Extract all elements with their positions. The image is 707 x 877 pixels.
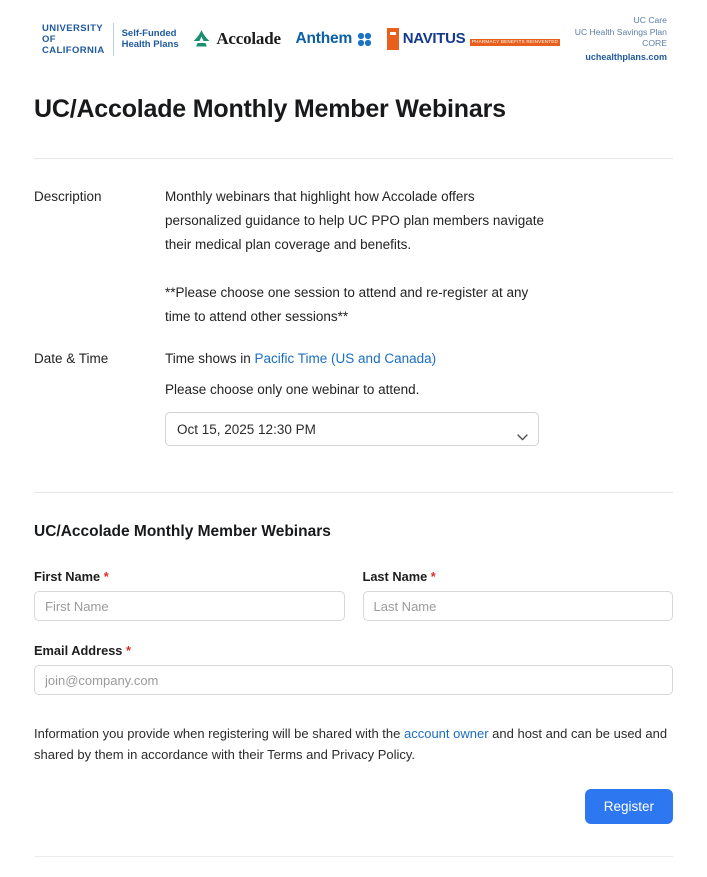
uc-logo-line1: UNIVERSITY — [42, 22, 104, 34]
uc-logo-line2: OF — [42, 33, 56, 45]
privacy-disclaimer — [34, 723, 673, 765]
accolade-leaf-icon — [193, 30, 210, 49]
disclaimer-text-2: and host and can be used and shared by them in accordance with their Terms and Privacy Policy. — [34, 726, 668, 762]
disclaimer-text-1: Information you provide when registering will be shared with the — [34, 726, 404, 741]
uc-plans-text-logo — [575, 15, 667, 63]
uc-plans-line2: UC Health Savings Plan — [574, 26, 667, 37]
description-paragraph-2: **Please choose one session to attend and re-register at any time to attend other sessions** — [165, 285, 529, 324]
email-label — [34, 643, 673, 658]
register-button[interactable]: Register — [585, 789, 673, 824]
uc-logo-text — [42, 23, 114, 56]
last-name-label — [363, 569, 674, 584]
last-name-required-marker: * — [430, 569, 436, 584]
session-select-wrapper — [165, 412, 539, 446]
uc-logo-line3: CALIFORNIA — [42, 44, 105, 56]
footer-divider — [34, 856, 673, 857]
navitus-text — [403, 31, 560, 47]
first-name-label — [34, 569, 345, 584]
form-title: UC/Accolade Monthly Member Webinars — [34, 523, 331, 540]
page-title: UC/Accolade Monthly Member Webinars — [34, 95, 506, 123]
last-name-field-group — [363, 569, 674, 621]
uc-plans-line1: UC Care — [633, 15, 667, 25]
uc-plans-line3: CORE — [642, 38, 667, 48]
description-row — [34, 185, 673, 329]
datetime-row — [34, 347, 673, 446]
timezone-link[interactable]: Pacific Time (US and Canada) — [254, 351, 437, 366]
last-name-input[interactable] — [363, 591, 674, 621]
accolade-wordmark: Accolade — [216, 29, 281, 48]
form-actions — [34, 789, 673, 824]
navitus-mark-icon — [387, 28, 399, 50]
datetime-value — [165, 347, 673, 446]
last-name-label-text: Last Name — [362, 569, 428, 584]
navitus-logo — [387, 28, 560, 50]
navitus-tagline: PHARMACY BENEFITS REINVENTED — [470, 39, 560, 47]
title-divider — [34, 158, 673, 159]
session-select[interactable] — [165, 412, 539, 446]
description-value — [165, 185, 673, 329]
accolade-logo — [193, 29, 281, 49]
uc-health-plans-logo — [42, 23, 179, 56]
uc-logo-right1: Self-Funded — [121, 28, 177, 39]
anthem-cross-icon — [357, 32, 372, 47]
anthem-logo — [296, 30, 373, 48]
first-name-label-text: First Name — [34, 569, 101, 584]
email-field-group — [34, 643, 673, 695]
timezone-line — [165, 347, 545, 371]
account-owner-link[interactable]: account owner — [403, 726, 489, 741]
email-required-marker: * — [126, 643, 131, 658]
form-divider — [34, 492, 673, 493]
name-fields-row — [34, 569, 673, 621]
email-input[interactable] — [34, 665, 673, 695]
anthem-wordmark: Anthem — [295, 30, 353, 47]
event-details — [34, 185, 673, 446]
datetime-label: Date & Time — [34, 351, 109, 366]
first-name-field-group — [34, 569, 345, 621]
description-paragraph-1: Monthly webinars that highlight how Accolade offers personalized guidance to help UC PPO plan members navigate their medical plan coverage and benefits. — [165, 189, 544, 252]
uc-logo-right2: Health Plans — [121, 39, 179, 50]
email-label-text: Email Address — [34, 643, 123, 658]
description-label: Description — [34, 189, 102, 204]
first-name-input[interactable] — [34, 591, 345, 621]
first-name-required-marker: * — [103, 569, 109, 584]
navitus-wordmark: NAVITUS — [402, 30, 466, 47]
uc-plans-website: uchealthplans.com — [585, 51, 667, 62]
uc-logo-subtitle — [122, 28, 179, 50]
timezone-prefix: Time shows in — [165, 351, 255, 366]
registration-form — [34, 523, 673, 824]
partner-logo-bar — [34, 0, 673, 78]
choose-one-note: Please choose only one webinar to attend. — [165, 382, 420, 397]
